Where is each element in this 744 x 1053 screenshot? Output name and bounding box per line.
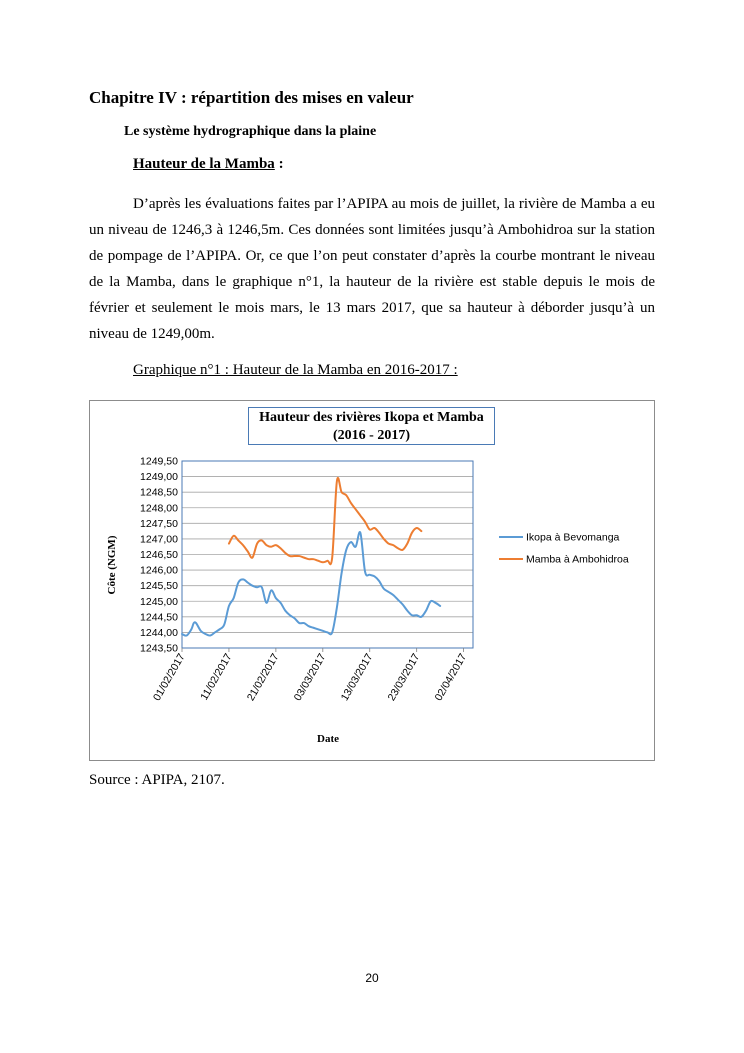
y-tick-label: 1245,00 — [140, 595, 178, 608]
y-tick-label: 1247,50 — [140, 517, 178, 530]
y-tick-label: 1243,50 — [140, 642, 178, 655]
source-note: Source : APIPA, 2107. — [89, 772, 225, 788]
line-chart — [89, 400, 655, 761]
x-tick-label: 11/02/2017 — [198, 651, 235, 703]
y-tick-label: 1246,00 — [140, 564, 178, 577]
chart-title — [248, 407, 495, 445]
subsection-title — [133, 156, 284, 173]
subsection-suffix: : — [274, 156, 284, 172]
x-axis-ticks — [151, 648, 469, 703]
y-tick-label: 1244,00 — [140, 626, 178, 639]
chart-title-line2: (2016 - 2017) — [333, 428, 410, 443]
y-tick-label: 1245,50 — [140, 580, 178, 593]
body-paragraph: D’après les évaluations faites par l’APIPA au mois de juillet, la rivière de Mamba a eu un niveau de 1246,3 à 1246,5m. Ces données sont limitées jusqu’à Ambohidroa sur la station de pompage de l’APIPA. Or, ce que l’on peut constater d’après la courbe montrant le niveau de la Mamba, dans le graphique n°1, la hauteur de la rivière est stable depuis le mois de février et seulement le mois mars, le 13 mars 2017, que sa hauteur à déborder jusqu’à un niveau de 1249,00m. — [89, 196, 655, 342]
y-tick-label: 1247,00 — [140, 533, 178, 546]
y-tick-label: 1249,00 — [140, 471, 178, 484]
subsection-label: Hauteur de la Mamba — [133, 156, 275, 172]
chart-title-line1: Hauteur des rivières Ikopa et Mamba — [259, 410, 484, 425]
x-tick-label: 03/03/2017 — [291, 651, 329, 704]
y-tick-label: 1248,00 — [140, 502, 178, 515]
y-tick-label: 1244,50 — [140, 611, 178, 624]
chart-series — [182, 478, 440, 636]
chart-legend — [499, 532, 629, 566]
y-axis-ticks — [140, 456, 178, 655]
legend-label: Ikopa à Bevomanga — [526, 531, 620, 544]
x-tick-label: 13/03/2017 — [338, 651, 376, 704]
series-line-0 — [182, 532, 440, 636]
series-line-1 — [229, 478, 421, 564]
y-tick-label: 1246,50 — [140, 549, 178, 561]
x-tick-label: 02/04/2017 — [432, 651, 470, 704]
chapter-title: Chapitre IV : répartition des mises en valeur — [89, 88, 414, 107]
x-tick-label: 01/02/2017 — [150, 651, 188, 704]
y-tick-label: 1249,50 — [140, 455, 178, 468]
section-title: Le système hydrographique dans la plaine — [124, 124, 377, 139]
x-tick-label: 21/02/2017 — [244, 651, 282, 704]
x-axis-label: Date — [317, 733, 339, 745]
page-number: 20 — [365, 971, 379, 985]
legend-label: Mamba à Ambohidroa — [526, 553, 629, 566]
x-tick-label: 23/03/2017 — [385, 651, 423, 704]
y-tick-label: 1248,50 — [140, 486, 178, 499]
figure-caption: Graphique n°1 : Hauteur de la Mamba en 2016-2017 : — [133, 362, 458, 378]
y-axis-label: Côte (NGM) — [106, 535, 118, 595]
